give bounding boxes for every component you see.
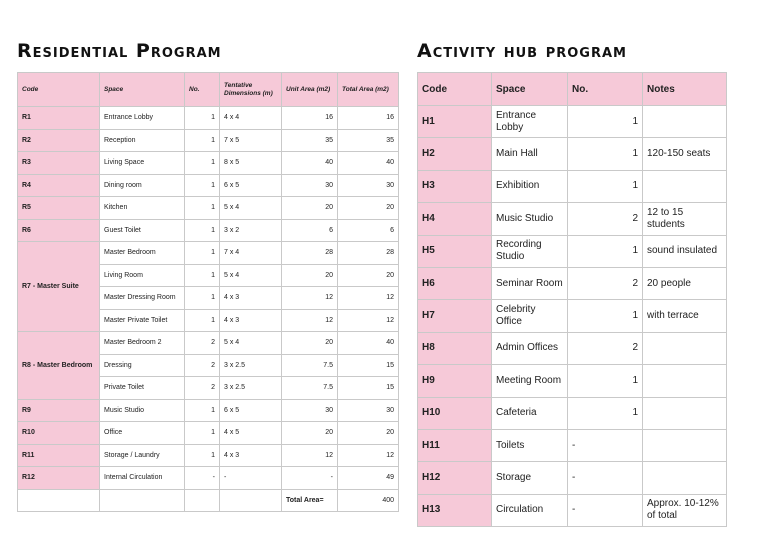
row-code: H8 bbox=[418, 332, 492, 364]
row-dimensions: 5 x 4 bbox=[220, 197, 282, 220]
header-unit-area: Unit Area (m2) bbox=[282, 73, 338, 107]
row-code: H11 bbox=[418, 429, 492, 461]
header-code: Code bbox=[18, 73, 100, 107]
row-dimensions: 5 x 4 bbox=[220, 264, 282, 287]
row-space: Living Space bbox=[100, 152, 185, 175]
table-row bbox=[18, 242, 399, 265]
row-space: Dressing bbox=[100, 354, 185, 377]
row-code: H4 bbox=[418, 203, 492, 235]
row-count: 2 bbox=[568, 203, 643, 235]
table-row bbox=[18, 197, 399, 220]
row-count: 1 bbox=[185, 219, 220, 242]
row-count: 1 bbox=[568, 138, 643, 170]
row-space: Private Toilet bbox=[100, 377, 185, 400]
row-total-area: 15 bbox=[338, 354, 399, 377]
header-space: Space bbox=[100, 73, 185, 107]
row-dimensions: 4 x 4 bbox=[220, 107, 282, 130]
table-row bbox=[18, 129, 399, 152]
header-space: Space bbox=[492, 73, 568, 106]
header-dimensions: Tentative Dimensions (m) bbox=[220, 73, 282, 107]
row-total-area: 30 bbox=[338, 399, 399, 422]
row-dimensions: 4 x 5 bbox=[220, 422, 282, 445]
table-row bbox=[18, 399, 399, 422]
row-unit-area: 7.5 bbox=[282, 354, 338, 377]
row-count: 1 bbox=[185, 197, 220, 220]
row-count: 1 bbox=[568, 235, 643, 267]
empty-cell bbox=[100, 489, 185, 512]
empty-cell bbox=[185, 489, 220, 512]
row-count: - bbox=[568, 462, 643, 494]
total-area-value: 400 bbox=[338, 489, 399, 512]
row-code: R7 - Master Suite bbox=[18, 242, 100, 332]
row-count: 1 bbox=[185, 264, 220, 287]
row-count: 2 bbox=[185, 332, 220, 355]
row-notes: sound insulated bbox=[643, 235, 727, 267]
row-code: H1 bbox=[418, 106, 492, 138]
row-space: Living Room bbox=[100, 264, 185, 287]
row-dimensions: 6 x 5 bbox=[220, 399, 282, 422]
total-area-label: Total Area= bbox=[282, 489, 338, 512]
row-count: 1 bbox=[568, 300, 643, 332]
row-code: H12 bbox=[418, 462, 492, 494]
activity-hub-table bbox=[417, 72, 727, 527]
row-dimensions: 4 x 3 bbox=[220, 309, 282, 332]
row-total-area: 20 bbox=[338, 197, 399, 220]
row-count: 2 bbox=[185, 377, 220, 400]
row-total-area: 30 bbox=[338, 174, 399, 197]
row-space: Exhibition bbox=[492, 170, 568, 202]
row-notes: Approx. 10-12% of total bbox=[643, 494, 727, 526]
row-notes bbox=[643, 170, 727, 202]
row-total-area: 35 bbox=[338, 129, 399, 152]
row-space: Celebrity Office bbox=[492, 300, 568, 332]
table-row bbox=[418, 429, 727, 461]
row-count: 2 bbox=[568, 332, 643, 364]
row-code: H3 bbox=[418, 170, 492, 202]
row-count: 1 bbox=[185, 174, 220, 197]
row-count: 1 bbox=[185, 129, 220, 152]
row-notes: 120-150 seats bbox=[643, 138, 727, 170]
row-notes bbox=[643, 462, 727, 494]
row-unit-area: 30 bbox=[282, 399, 338, 422]
row-unit-area: 30 bbox=[282, 174, 338, 197]
row-total-area: 15 bbox=[338, 377, 399, 400]
row-space: Cafeteria bbox=[492, 397, 568, 429]
row-total-area: 20 bbox=[338, 264, 399, 287]
row-notes bbox=[643, 106, 727, 138]
row-count: 1 bbox=[185, 399, 220, 422]
table-row bbox=[18, 152, 399, 175]
row-total-area: 12 bbox=[338, 444, 399, 467]
row-unit-area: 20 bbox=[282, 332, 338, 355]
row-space: Entrance Lobby bbox=[100, 107, 185, 130]
table-row bbox=[418, 235, 727, 267]
row-notes bbox=[643, 332, 727, 364]
row-count: 1 bbox=[568, 170, 643, 202]
table-header-row bbox=[18, 73, 399, 107]
row-dimensions: 6 x 5 bbox=[220, 174, 282, 197]
row-code: H9 bbox=[418, 365, 492, 397]
table-row bbox=[418, 494, 727, 526]
row-space: Internal Circulation bbox=[100, 467, 185, 490]
row-code: H10 bbox=[418, 397, 492, 429]
row-code: R1 bbox=[18, 107, 100, 130]
row-code: R5 bbox=[18, 197, 100, 220]
row-dimensions: 3 x 2.5 bbox=[220, 354, 282, 377]
empty-cell bbox=[220, 489, 282, 512]
row-unit-area: 12 bbox=[282, 309, 338, 332]
row-unit-area: 35 bbox=[282, 129, 338, 152]
row-space: Dining room bbox=[100, 174, 185, 197]
row-count: 2 bbox=[185, 354, 220, 377]
row-space: Circulation bbox=[492, 494, 568, 526]
row-space: Master Bedroom bbox=[100, 242, 185, 265]
row-dimensions: 7 x 4 bbox=[220, 242, 282, 265]
row-code: H13 bbox=[418, 494, 492, 526]
row-dimensions: 4 x 3 bbox=[220, 444, 282, 467]
row-total-area: 40 bbox=[338, 152, 399, 175]
row-space: Storage bbox=[492, 462, 568, 494]
row-space: Office bbox=[100, 422, 185, 445]
row-total-area: 28 bbox=[338, 242, 399, 265]
header-notes: Notes bbox=[643, 73, 727, 106]
header-code: Code bbox=[418, 73, 492, 106]
row-code: H7 bbox=[418, 300, 492, 332]
row-total-area: 12 bbox=[338, 309, 399, 332]
row-dimensions: 3 x 2 bbox=[220, 219, 282, 242]
row-space: Music Studio bbox=[492, 203, 568, 235]
residential-program-title: Residential Program bbox=[17, 40, 222, 62]
row-count: 1 bbox=[185, 422, 220, 445]
row-code: R4 bbox=[18, 174, 100, 197]
header-total-area: Total Area (m2) bbox=[338, 73, 399, 107]
row-count: 1 bbox=[568, 365, 643, 397]
row-count: 1 bbox=[185, 107, 220, 130]
row-code: H5 bbox=[418, 235, 492, 267]
row-total-area: 49 bbox=[338, 467, 399, 490]
row-notes: with terrace bbox=[643, 300, 727, 332]
row-space: Reception bbox=[100, 129, 185, 152]
table-row bbox=[418, 170, 727, 202]
residential-table-body bbox=[18, 107, 399, 512]
table-row bbox=[18, 444, 399, 467]
row-space: Entrance Lobby bbox=[492, 106, 568, 138]
row-space: Recording Studio bbox=[492, 235, 568, 267]
table-row bbox=[418, 106, 727, 138]
row-unit-area: 12 bbox=[282, 287, 338, 310]
row-unit-area: 40 bbox=[282, 152, 338, 175]
table-row bbox=[18, 174, 399, 197]
table-header-row bbox=[418, 73, 727, 106]
row-notes: 12 to 15 students bbox=[643, 203, 727, 235]
row-space: Master Bedroom 2 bbox=[100, 332, 185, 355]
row-code: R8 - Master Bedroom bbox=[18, 332, 100, 400]
row-unit-area: 7.5 bbox=[282, 377, 338, 400]
row-unit-area: 20 bbox=[282, 264, 338, 287]
row-space: Storage / Laundry bbox=[100, 444, 185, 467]
table-row bbox=[418, 300, 727, 332]
header-no: No. bbox=[185, 73, 220, 107]
row-code: H2 bbox=[418, 138, 492, 170]
row-space: Master Dressing Room bbox=[100, 287, 185, 310]
row-space: Meeting Room bbox=[492, 365, 568, 397]
row-count: 1 bbox=[568, 106, 643, 138]
empty-cell bbox=[18, 489, 100, 512]
row-unit-area: 6 bbox=[282, 219, 338, 242]
row-unit-area: 16 bbox=[282, 107, 338, 130]
row-code: R6 bbox=[18, 219, 100, 242]
row-space: Master Private Toilet bbox=[100, 309, 185, 332]
row-dimensions: 3 x 2.5 bbox=[220, 377, 282, 400]
row-count: - bbox=[185, 467, 220, 490]
row-notes bbox=[643, 429, 727, 461]
activity-hub-program-title: Activity hub program bbox=[417, 40, 627, 62]
row-unit-area: 20 bbox=[282, 422, 338, 445]
row-unit-area: 28 bbox=[282, 242, 338, 265]
row-dimensions: 7 x 5 bbox=[220, 129, 282, 152]
row-count: 1 bbox=[185, 152, 220, 175]
row-total-area: 20 bbox=[338, 422, 399, 445]
table-row bbox=[418, 397, 727, 429]
row-total-area: 6 bbox=[338, 219, 399, 242]
row-space: Admin Offices bbox=[492, 332, 568, 364]
row-code: R12 bbox=[18, 467, 100, 490]
row-total-area: 16 bbox=[338, 107, 399, 130]
row-code: R11 bbox=[18, 444, 100, 467]
residential-program-table bbox=[17, 72, 399, 512]
row-unit-area: 12 bbox=[282, 444, 338, 467]
table-row bbox=[418, 203, 727, 235]
table-row bbox=[18, 332, 399, 355]
row-unit-area: 20 bbox=[282, 197, 338, 220]
row-dimensions: 8 x 5 bbox=[220, 152, 282, 175]
header-no: No. bbox=[568, 73, 643, 106]
table-row bbox=[418, 332, 727, 364]
activity-table-body bbox=[418, 106, 727, 527]
row-notes: 20 people bbox=[643, 267, 727, 299]
row-space: Seminar Room bbox=[492, 267, 568, 299]
table-row bbox=[18, 467, 399, 490]
row-notes bbox=[643, 365, 727, 397]
table-row bbox=[18, 219, 399, 242]
table-row bbox=[418, 138, 727, 170]
table-row bbox=[418, 267, 727, 299]
row-dimensions: 4 x 3 bbox=[220, 287, 282, 310]
row-count: 1 bbox=[568, 397, 643, 429]
row-count: - bbox=[568, 429, 643, 461]
row-count: 1 bbox=[185, 309, 220, 332]
row-total-area: 12 bbox=[338, 287, 399, 310]
row-space: Main Hall bbox=[492, 138, 568, 170]
row-count: 1 bbox=[185, 242, 220, 265]
row-code: R10 bbox=[18, 422, 100, 445]
total-row bbox=[18, 489, 399, 512]
row-code: R3 bbox=[18, 152, 100, 175]
table-row bbox=[18, 107, 399, 130]
row-notes bbox=[643, 397, 727, 429]
row-total-area: 40 bbox=[338, 332, 399, 355]
row-count: 2 bbox=[568, 267, 643, 299]
row-code: R2 bbox=[18, 129, 100, 152]
table-row bbox=[418, 365, 727, 397]
row-count: - bbox=[568, 494, 643, 526]
row-space: Guest Toilet bbox=[100, 219, 185, 242]
row-count: 1 bbox=[185, 287, 220, 310]
row-space: Kitchen bbox=[100, 197, 185, 220]
row-code: R9 bbox=[18, 399, 100, 422]
row-space: Toilets bbox=[492, 429, 568, 461]
row-count: 1 bbox=[185, 444, 220, 467]
row-unit-area: - bbox=[282, 467, 338, 490]
row-code: H6 bbox=[418, 267, 492, 299]
table-row bbox=[418, 462, 727, 494]
row-space: Music Studio bbox=[100, 399, 185, 422]
row-dimensions: 5 x 4 bbox=[220, 332, 282, 355]
table-row bbox=[18, 422, 399, 445]
row-dimensions: - bbox=[220, 467, 282, 490]
